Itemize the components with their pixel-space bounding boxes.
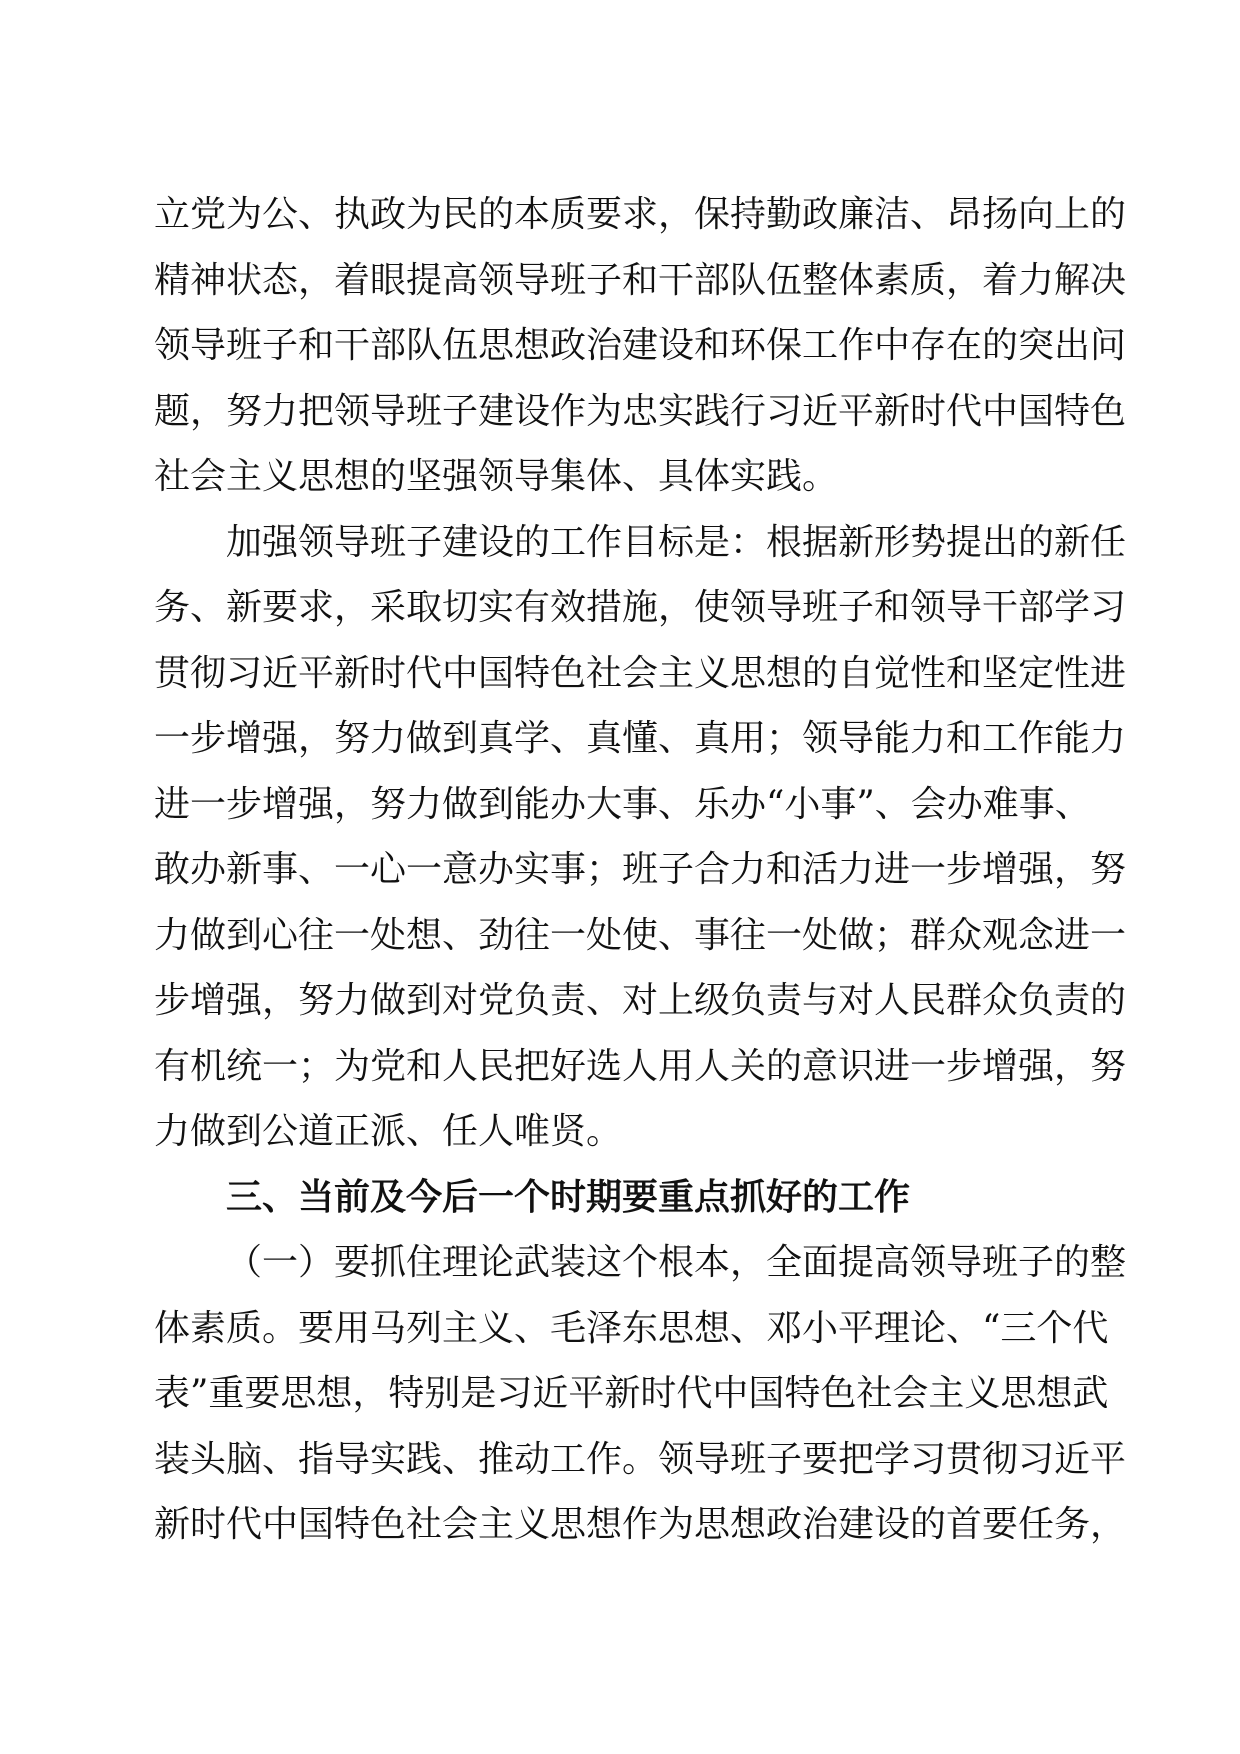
paragraph-line: 贯彻习近平新时代中国特色社会主义思想的自觉性和坚定性进 <box>154 652 1127 694</box>
paragraph-line: 精神状态，着眼提高领导班子和干部队伍整体素质，着力解决 <box>154 259 1127 301</box>
body-text <box>154 182 1127 1558</box>
paragraph-line: 体素质。要用马列主义、毛泽东思想、邓小平理论、“三个代 <box>154 1307 1109 1349</box>
paragraph-line: 力做到公道正派、任人唯贤。 <box>154 1111 623 1152</box>
paragraph-line: 立党为公、执政为民的本质要求，保持勤政廉洁、昂扬向上的 <box>154 194 1127 235</box>
paragraph-line: 加强领导班子建设的工作目标是：根据新形势提出的新任 <box>226 521 1127 563</box>
paragraph-line: 新时代中国特色社会主义思想作为思想政治建设的首要任务， <box>154 1504 1127 1545</box>
paragraph-line: 表”重要思想，特别是习近平新时代中国特色社会主义思想武 <box>154 1373 1109 1414</box>
paragraph-line: 步增强，努力做到对党负责、对上级负责与对人民群众负责的 <box>154 980 1127 1021</box>
paragraph-line: 力做到心往一处想、劲往一处使、事往一处做；群众观念进一 <box>154 914 1127 956</box>
paragraph-line: 有机统一；为党和人民把好选人用人关的意识进一步增强，努 <box>154 1045 1127 1087</box>
paragraph-line: 领导班子和干部队伍思想政治建设和环保工作中存在的突出问 <box>154 325 1127 366</box>
paragraph-line: 题，努力把领导班子建设作为忠实践行习近平新时代中国特色 <box>154 390 1127 432</box>
paragraph-line: 进一步增强，努力做到能办大事、乐办“小事”、会办难事、 <box>154 783 1091 825</box>
paragraph-line: 社会主义思想的坚强领导集体、具体实践。 <box>154 456 839 497</box>
paragraph-1 <box>154 182 1127 510</box>
section-heading: 三、当前及今后一个时期要重点抓好的工作 <box>226 1175 911 1218</box>
paragraph-line: 装头脑、指导实践、推动工作。领导班子要把学习贯彻习近平 <box>154 1438 1127 1480</box>
paragraph-line: 一步增强，努力做到真学、真懂、真用；领导能力和工作能力 <box>154 718 1127 759</box>
paragraph-2 <box>154 510 1127 1165</box>
paragraph-line: （一）要抓住理论武装这个根本，全面提高领导班子的整 <box>226 1242 1127 1283</box>
paragraph-line: 敢办新事、一心一意办实事；班子合力和活力进一步增强，努 <box>154 849 1127 890</box>
paragraph-line: 务、新要求，采取切实有效措施，使领导班子和领导干部学习 <box>154 587 1127 628</box>
paragraph-3 <box>154 1230 1127 1558</box>
